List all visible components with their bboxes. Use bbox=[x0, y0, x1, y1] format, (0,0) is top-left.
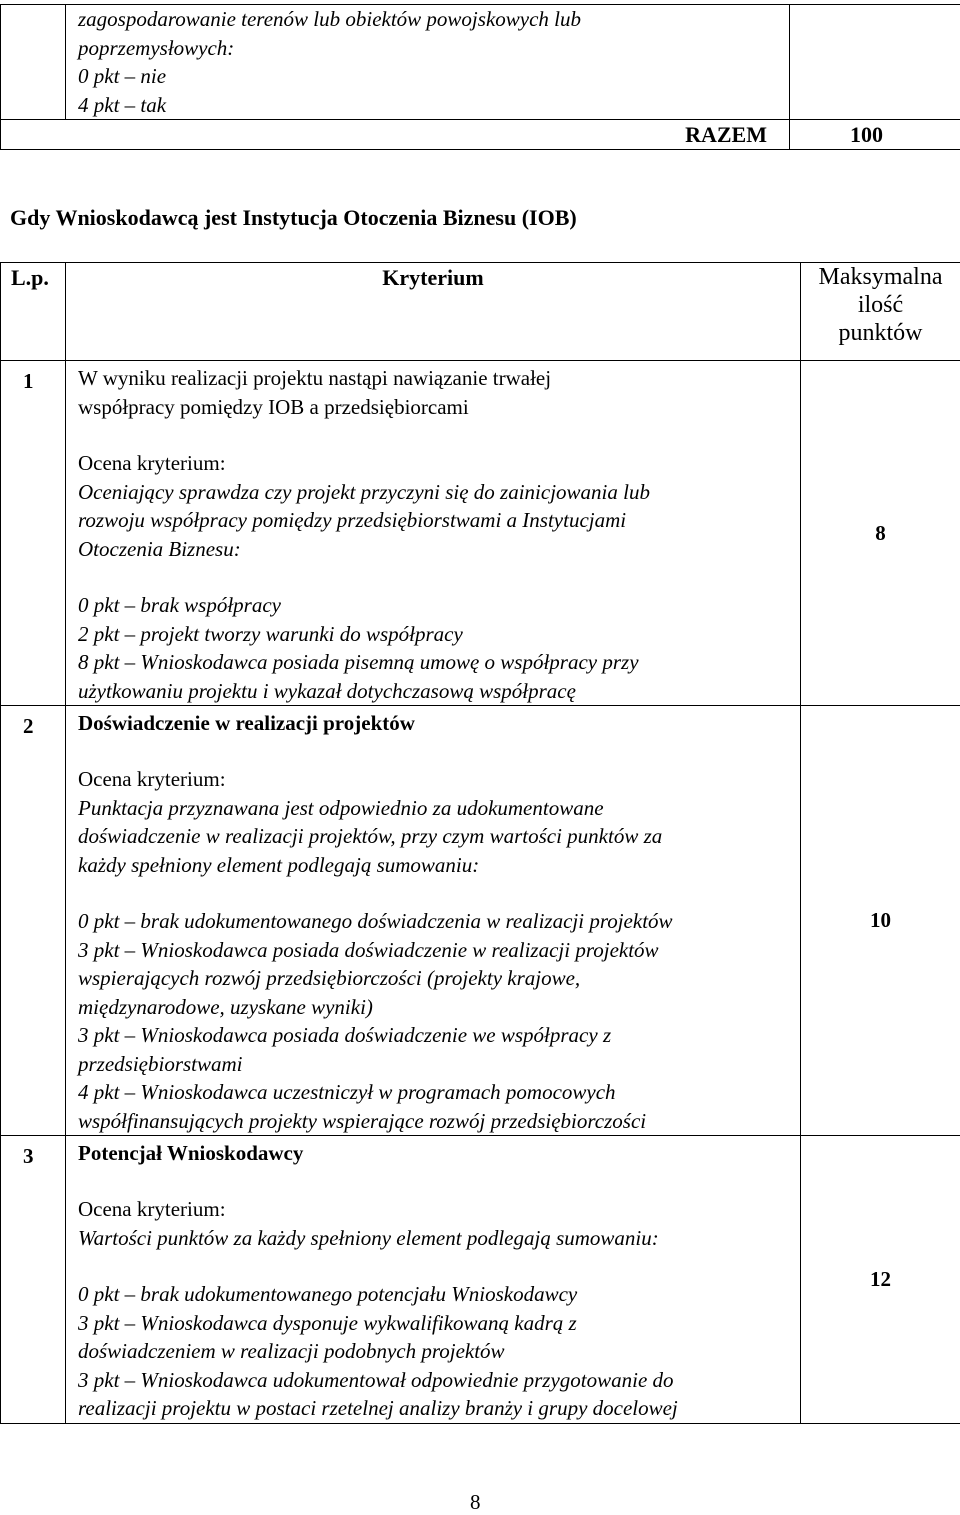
option-line: wspierających rozwój przedsiębiorczości (projekty krajowe, bbox=[78, 964, 800, 993]
description-line: rozwoju współpracy pomiędzy przedsiębiorstwami a Instytucjami bbox=[78, 506, 800, 535]
max-points: 12 bbox=[801, 1136, 960, 1424]
criterion-cell bbox=[66, 5, 790, 120]
option-line: użytkowaniu projektu i wykazał dotychczasową współpracę bbox=[78, 677, 800, 706]
points-header-line: ilość bbox=[801, 291, 960, 319]
max-points: 8 bbox=[801, 361, 960, 706]
option-line: 8 pkt – Wnioskodawca posiada pisemną umowę o współpracy przy bbox=[78, 648, 800, 677]
criterion-cell bbox=[66, 361, 801, 706]
lp-header: L.p. bbox=[1, 263, 66, 361]
summary-empty-cell bbox=[1, 120, 66, 150]
points-header-line: Maksymalna bbox=[801, 263, 960, 291]
option-line: 0 pkt – brak udokumentowanego doświadczenia w realizacji projektów bbox=[78, 907, 800, 936]
option-line: doświadczeniem w realizacji podobnych projektów bbox=[78, 1337, 800, 1366]
table-row bbox=[1, 361, 960, 706]
description-line: Otoczenia Biznesu: bbox=[78, 535, 800, 564]
points-header-line: punktów bbox=[801, 319, 960, 347]
option-line: 2 pkt – projekt tworzy warunki do współpracy bbox=[78, 620, 800, 649]
table-header-row bbox=[1, 263, 960, 361]
razem-value-text: 100 bbox=[850, 122, 883, 147]
row-number: 2 bbox=[1, 706, 66, 1136]
criterion-title: współpracy pomiędzy IOB a przedsiębiorcami bbox=[78, 393, 800, 422]
description-line: Punktacja przyznawana jest odpowiednio za udokumentowane bbox=[78, 794, 800, 823]
ocena-label: Ocena kryterium: bbox=[78, 1195, 800, 1224]
option-line: 0 pkt – brak udokumentowanego potencjału Wnioskodawcy bbox=[78, 1280, 800, 1309]
points-cell-empty bbox=[790, 5, 960, 120]
option-line: 3 pkt – Wnioskodawca dysponuje wykwalifikowaną kadrą z bbox=[78, 1309, 800, 1338]
section-heading: Gdy Wnioskodawcą jest Instytucja Otoczenia Biznesu (IOB) bbox=[10, 205, 577, 231]
description-line: każdy spełniony element podlegają sumowaniu: bbox=[78, 851, 800, 880]
criterion-title: Potencjał Wnioskodawcy bbox=[78, 1139, 800, 1167]
description-line: doświadczenie w realizacji projektów, przy czym wartości punktów za bbox=[78, 822, 800, 851]
option-line: międzynarodowe, uzyskane wyniki) bbox=[78, 993, 800, 1022]
option-line: 3 pkt – Wnioskodawca udokumentował odpowiednie przygotowanie do bbox=[78, 1366, 800, 1395]
option-line: 4 pkt – Wnioskodawca uczestniczył w programach pomocowych bbox=[78, 1078, 800, 1107]
criterion-header: Kryterium bbox=[66, 263, 801, 361]
iob-criteria-table bbox=[0, 262, 960, 1424]
points-header bbox=[801, 263, 960, 361]
razem-label bbox=[66, 120, 790, 150]
lp-cell-empty bbox=[1, 5, 66, 120]
razem-value bbox=[790, 120, 960, 150]
row-number: 1 bbox=[1, 361, 66, 706]
criterion-line: zagospodarowanie terenów lub obiektów powojskowych lub bbox=[78, 5, 789, 34]
option-line: 4 pkt – tak bbox=[78, 91, 789, 120]
page-number: 8 bbox=[470, 1490, 481, 1515]
option-line: 0 pkt – brak współpracy bbox=[78, 591, 800, 620]
option-line: 3 pkt – Wnioskodawca posiada doświadczenie we współpracy z bbox=[78, 1021, 800, 1050]
ocena-label: Ocena kryterium: bbox=[78, 765, 800, 794]
ocena-label: Ocena kryterium: bbox=[78, 449, 800, 478]
max-points: 10 bbox=[801, 706, 960, 1136]
criterion-title: Doświadczenie w realizacji projektów bbox=[78, 709, 800, 737]
table-row bbox=[1, 706, 960, 1136]
option-line: współfinansujących projekty wspierające rozwój przedsiębiorczości bbox=[78, 1107, 800, 1136]
previous-criteria-table bbox=[0, 4, 960, 150]
criterion-title: W wyniku realizacji projektu nastąpi nawiązanie trwałej bbox=[78, 364, 800, 393]
option-line: przedsiębiorstwami bbox=[78, 1050, 800, 1079]
criterion-cell bbox=[66, 1136, 801, 1424]
description-line: Oceniający sprawdza czy projekt przyczyni się do zainicjowania lub bbox=[78, 478, 800, 507]
razem-label-text: RAZEM bbox=[685, 122, 777, 147]
option-line: realizacji projektu w postaci rzetelnej analizy branży i grupy docelowej bbox=[78, 1394, 800, 1423]
option-line: 3 pkt – Wnioskodawca posiada doświadczenie w realizacji projektów bbox=[78, 936, 800, 965]
option-line: 0 pkt – nie bbox=[78, 62, 789, 91]
description-line: Wartości punktów za każdy spełniony element podlegają sumowaniu: bbox=[78, 1224, 800, 1253]
row-number: 3 bbox=[1, 1136, 66, 1424]
criterion-cell bbox=[66, 706, 801, 1136]
criterion-line: poprzemysłowych: bbox=[78, 34, 789, 63]
table-row bbox=[1, 1136, 960, 1424]
